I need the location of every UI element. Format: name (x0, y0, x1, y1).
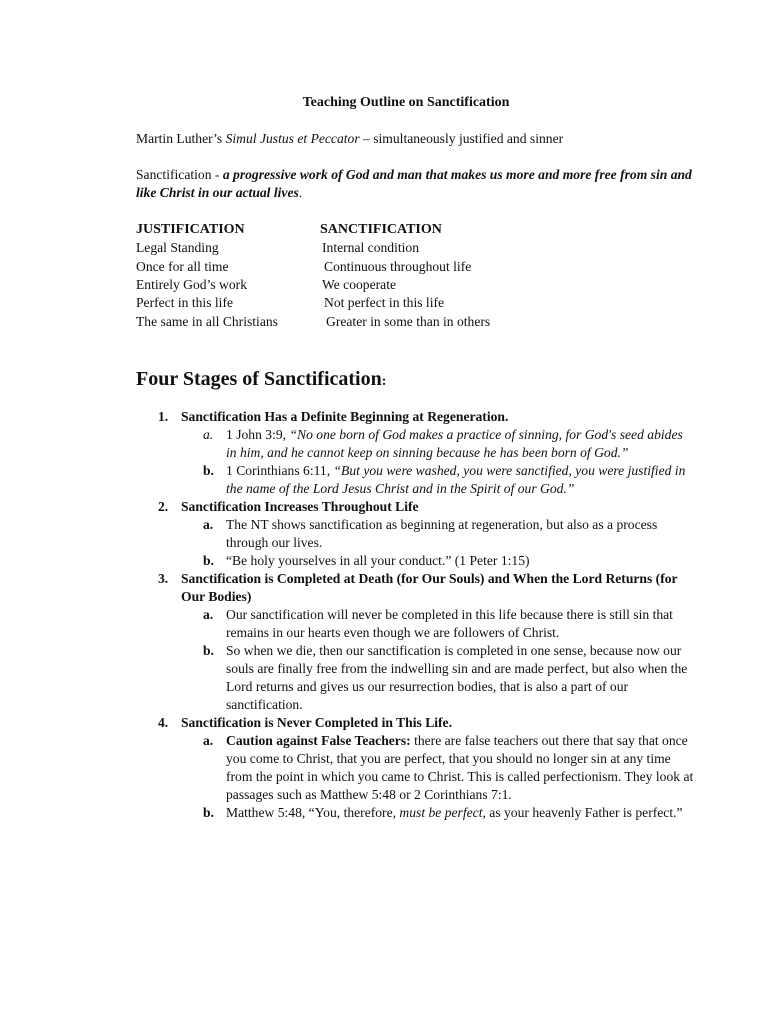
comparison-left-cell: Legal Standing (136, 240, 219, 255)
subitem-text: Our sanctification will never be completed in this life because there is still sin that remains in our hearts even though we are followers of Christ. (226, 607, 673, 640)
stages-list (136, 408, 696, 822)
comparison-left-cell: Once for all time (136, 259, 229, 274)
stages-heading-text: Four Stages of Sanctification (136, 368, 382, 390)
subitem-letter: b. (203, 805, 214, 820)
comparison-left-cell: The same in all Christians (136, 314, 278, 329)
document-title: Teaching Outline on Sanctification (302, 95, 510, 110)
subitem-letter: a. (203, 733, 214, 748)
stage-subitem (136, 804, 696, 822)
scripture-reference: 1 John 3:9, (226, 427, 290, 442)
stage-item (136, 498, 696, 516)
stage-heading: Sanctification Increases Throughout Life (181, 499, 419, 514)
stage-subitem (136, 552, 696, 570)
comparison-right-cell: Not perfect in this life (324, 295, 445, 310)
stage-item (136, 408, 696, 426)
scripture-quote: “No one born of God makes a practice of sinning, for God's seed abides in him, and he cannot keep on sinning because he has been born of God.” (226, 427, 683, 460)
comparison-right-cell: Greater in some than in others (326, 314, 491, 329)
subitem-text: So when we die, then our sanctification is completed in one sense, because now our souls are finally free from the indwelling sin and are made perfect, but also when the Lord returns and gives us our resurrection bodies, that is also a part of our sanctification. (226, 643, 688, 712)
stage-subitem (136, 462, 696, 498)
stage-number: 4. (158, 715, 169, 730)
scripture-quote: “But you were washed, you were sanctified, you were justified in the name of the Lord Jesus Christ and in the Spirit of our God.” (226, 463, 686, 496)
stage-item (136, 714, 696, 732)
subitem-text: there are false teachers out there that say that once you come to Christ, that you are perfect, that you should no longer sin at any time from the point in which you came to Christ. This is called perfectionism. They look at passages such as Matthew 5:48 or 2 Corinthians 7:1. (226, 733, 694, 802)
stage-subitem (136, 516, 696, 552)
definition-end: . (298, 185, 303, 200)
comparison-right-cell: Continuous throughout life (324, 259, 472, 274)
definition-text: a progressive work of God and man that makes us more and more free from sin and like Christ in our actual lives (136, 167, 692, 200)
subitem-letter: a. (203, 517, 214, 532)
subitem-text: The NT shows sanctification as beginning at regeneration, but also as a process through our lives. (226, 517, 658, 550)
subitem-letter: a. (203, 607, 214, 622)
stages-heading-colon: : (381, 374, 387, 389)
stage-heading: Sanctification is Never Completed in This Life. (181, 715, 452, 730)
stage-heading: Sanctification Has a Definite Beginning at Regeneration. (181, 409, 509, 424)
luther-suffix: – simultaneously justified and sinner (359, 131, 564, 146)
subitem-letter: b. (203, 463, 214, 478)
subitem-lead: Caution against False Teachers: (226, 733, 411, 748)
stage-heading: Sanctification is Completed at Death (for Our Souls) and When the Lord Returns (for Our Bodies) (181, 571, 678, 604)
subitem-text-post: , as your heavenly Father is perfect.” (482, 805, 683, 820)
comparison-left-cell: Perfect in this life (136, 295, 234, 310)
subitem-emphasis: must be perfect (399, 805, 483, 820)
stage-subitem (136, 426, 696, 462)
luther-phrase: Simul Justus et Peccator (225, 131, 360, 146)
sanctification-definition (136, 166, 696, 202)
luther-line (136, 130, 563, 148)
comparison-right-cell: We cooperate (322, 277, 397, 292)
stages-heading (136, 366, 386, 395)
luther-prefix: Martin Luther’s (136, 131, 226, 146)
subitem-letter: a. (203, 427, 214, 442)
subitem-letter: b. (203, 643, 214, 658)
stage-subitem (136, 606, 696, 642)
stage-number: 2. (158, 499, 169, 514)
comparison-left-cell: Entirely God’s work (136, 277, 247, 292)
subitem-text-pre: Matthew 5:48, “You, therefore, (226, 805, 400, 820)
stage-number: 1. (158, 409, 169, 424)
comparison-right-cell: Internal condition (322, 240, 420, 255)
stage-number: 3. (158, 571, 169, 586)
subitem-letter: b. (203, 553, 214, 568)
stage-item (136, 570, 696, 606)
subitem-text: “Be holy yourselves in all your conduct.” (1 Peter 1:15) (226, 553, 530, 568)
sanctification-header: SANCTIFICATION (320, 222, 442, 237)
scripture-reference: 1 Corinthians 6:11, (226, 463, 334, 478)
stage-subitem (136, 732, 696, 804)
justification-header: JUSTIFICATION (136, 222, 245, 237)
stage-subitem (136, 642, 696, 714)
definition-label: Sanctification - (136, 167, 223, 182)
